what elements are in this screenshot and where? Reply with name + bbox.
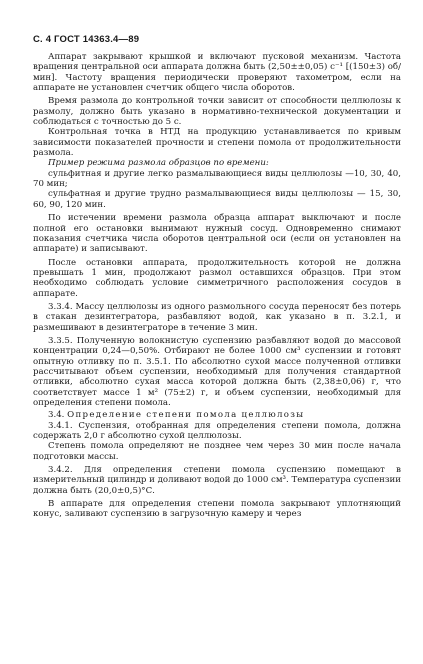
paragraph: По истечении времени размола образца аппарат выключают и после полной его остановки вынимают нужный сосуд. Одновременно снимают показания счетчика числа оборотов центральной оси (если он установлен на аппарате) и записывают. <box>33 213 401 255</box>
section-title: Определение степени помола целлюлозы <box>67 410 305 421</box>
paragraph: 3.3.5. Полученную волокнистую суспензию разбавляют водой до массовой концентрации 0,24—0,50%. Отбирают не более 1000 см³ суспензии и готовят опытную отливку по п. 3.5.1. По абсолютно сухой массе полученной отливки рассчитывают объем суспензии, необходимый для получения стандартной отливки, абсолютно сухая масса которой должна быть (2,38±0,06) г, что соответствует массе 1 м² (75±2) г, и объем суспензии, необходимый для определения степени помола. <box>33 335 401 408</box>
page-header: С. 4 ГОСТ 14363.4—89 <box>33 34 140 45</box>
paragraph: 3.3.4. Массу целлюлозы из одного размольного сосуда переносят без потерь в стакан дезинтегратора, разбавляют водой, как указано в п. 3.2.1, и размешивают в дезинтеграторе в течение 3 мин. <box>33 301 401 333</box>
paragraph: 3.4.2. Для определения степени помола суспензию помещают в измерительный цилиндр и доливают водой до 1000 см³. Температура суспензии должна быть (20,0±0,5)°С. <box>33 465 401 496</box>
paragraph: Степень помола определяют не позднее чем через 30 мин после начала подготовки массы. <box>33 441 401 462</box>
paragraph: сульфатная и другие трудно размалывающиеся виды целлюлозы — 15, 30, 60, 90, 120 мин. <box>33 189 401 210</box>
section-number: 3.4. <box>48 410 65 421</box>
section-heading <box>33 410 401 420</box>
paragraph: 3.4.1. Суспензия, отобранная для определения степени помола, должна содержать 2,0 г абсолютно сухой целлюлозы. <box>33 420 401 442</box>
paragraph: сульфитная и другие легко размалывающиеся виды целлюлозы —10, 30, 40, 70 мин; <box>33 168 401 190</box>
paragraph: Контрольная точка в НТД на продукцию устанавливается по кривым зависимости показателей прочности и степени помола от продолжительности размола. <box>33 127 401 159</box>
example-heading: Пример режима размола образцов по времени: <box>48 158 269 169</box>
paragraph: Аппарат закрывают крышкой и включают пусковой механизм. Частота вращения центральной оси аппарата должна быть (2,50±±0,05) с⁻¹ [(150±3) об/мин]. Частоту вращения периодически проверяют тахометром, если на аппарате не установлен счетчик общего числа оборотов. <box>33 52 401 94</box>
paragraph: После остановки аппарата, продолжительность которой не должна превышать 1 мин, продолжают размол оставшихся образцов. При этом необходимо соблюдать условие симметричного расположения сосудов в аппарате. <box>33 257 401 299</box>
paragraph: Время размола до контрольной точки зависит от способности целлюлозы к размолу, должно быть указано в нормативно-технической документации и соблюдаться с точностью до 5 с. <box>33 96 401 128</box>
paragraph: В аппарате для определения степени помола закрывают уплотняющий конус, заливают суспензию в загрузочную камеру и через <box>33 499 401 520</box>
